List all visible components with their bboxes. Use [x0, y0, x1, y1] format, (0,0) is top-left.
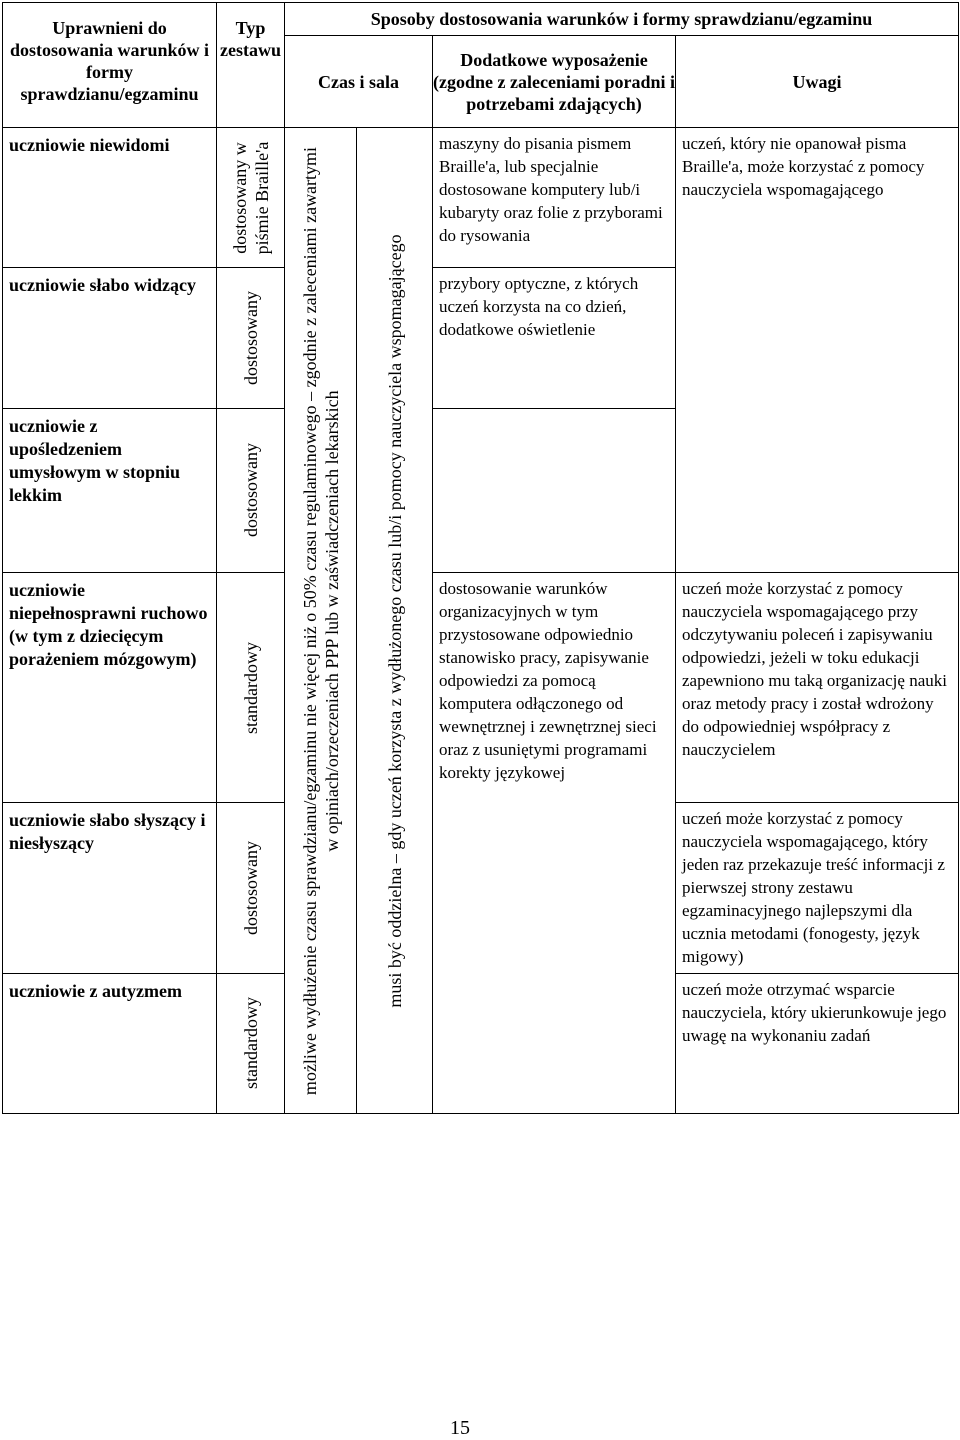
- header-equipment: Dodatkowe wyposażenie (zgodne z zaleceniami poradni i potrzebami zdających): [433, 36, 676, 128]
- table-row: [3, 572, 959, 802]
- set-type-text: dostosowany w piśmie Braille'a: [229, 141, 272, 255]
- remarks-cell: uczeń, który nie opanował pisma Braille'a, może korzystać z pomocy nauczyciela wspomagającego: [676, 128, 959, 573]
- set-type-cell: [217, 268, 285, 408]
- header-set-type: Typ zestawu: [217, 3, 285, 128]
- student-group-label: uczniowie z upośledzeniem umysłowym w stopniu lekkim: [3, 408, 217, 572]
- room-text: musi być oddzielna – gdy uczeń korzysta z wydłużonego czasu lub/i pomocy nauczyciela wspomagającego: [384, 233, 405, 1008]
- student-group-label: uczniowie z autyzmem: [3, 973, 217, 1113]
- equipment-cell: [433, 408, 676, 572]
- adaptation-table: [2, 2, 959, 1114]
- set-type-cell: [217, 803, 285, 973]
- header-remarks: Uwagi: [676, 36, 959, 128]
- set-type-text: standardowy: [240, 641, 261, 734]
- header-time-room: Czas i sala: [285, 36, 433, 128]
- remarks-cell: uczeń może otrzymać wsparcie nauczyciela, który ukierunkowuje jego uwagę na wykonaniu zadań: [676, 973, 959, 1113]
- set-type-text: dostosowany: [240, 291, 261, 386]
- remarks-cell: uczeń może korzystać z pomocy nauczyciela wspomagającego przy odczytywaniu poleceń i zapisywaniu odpowiedzi, jeżeli w toku edukacji zapewniono mu taką organizację nauki oraz metody pracy i został wdrożony do odpowiedniej współpracy z nauczycielem: [676, 572, 959, 802]
- set-type-cell: [217, 408, 285, 572]
- set-type-cell: [217, 572, 285, 802]
- time-text: możliwe wydłużenie czasu sprawdzianu/egzaminu nie więcej niż o 50% czasu regulaminowego – zgodnie z zaleceniami zawartymi w opiniach/orzeczeniach PPP lub w zaświadczeniach lekarskich: [299, 146, 342, 1095]
- student-group-label: uczniowie słabo słyszący i niesłyszący: [3, 803, 217, 973]
- equipment-cell: maszyny do pisania pismem Braille'a, lub specjalnie dostosowane komputery lub/i kubaryty oraz folie z przyborami do rysowania: [433, 128, 676, 268]
- student-group-label: uczniowie słabo widzący: [3, 268, 217, 408]
- set-type-cell: [217, 128, 285, 268]
- set-type-text: dostosowany: [240, 841, 261, 936]
- header-methods-group: Sposoby dostosowania warunków i formy sprawdzianu/egzaminu: [285, 3, 959, 36]
- student-group-label: uczniowie niepełnosprawni ruchowo (w tym z dziecięcym porażeniem mózgowym): [3, 572, 217, 802]
- time-cell: [285, 128, 357, 1114]
- table-row: [3, 128, 959, 268]
- room-cell: [357, 128, 433, 1114]
- set-type-cell: [217, 973, 285, 1113]
- student-group-label: uczniowie niewidomi: [3, 128, 217, 268]
- equipment-cell: przybory optyczne, z których uczeń korzysta na co dzień, dodatkowe oświetlenie: [433, 268, 676, 408]
- set-type-text: dostosowany: [240, 443, 261, 538]
- remarks-cell: uczeń może korzystać z pomocy nauczyciela wspomagającego, który jeden raz przekazuje treść informacji z pierwszej strony zestawu egzaminacyjnego najlepszymi dla ucznia metodami (fonogesty, język migowy): [676, 803, 959, 973]
- set-type-text: standardowy: [240, 997, 261, 1090]
- header-students: Uprawnieni do dostosowania warunków i formy sprawdzianu/egzaminu: [3, 3, 217, 128]
- equipment-cell: dostosowanie warunków organizacyjnych w tym przystosowane odpowiednio stanowisko pracy, zapisywanie odpowiedzi za pomocą komputera odłączonego od wewnętrznej i zewnętrznej sieci oraz z usuniętymi programami korekty językowej: [433, 572, 676, 1113]
- page-number: 15: [450, 1417, 470, 1439]
